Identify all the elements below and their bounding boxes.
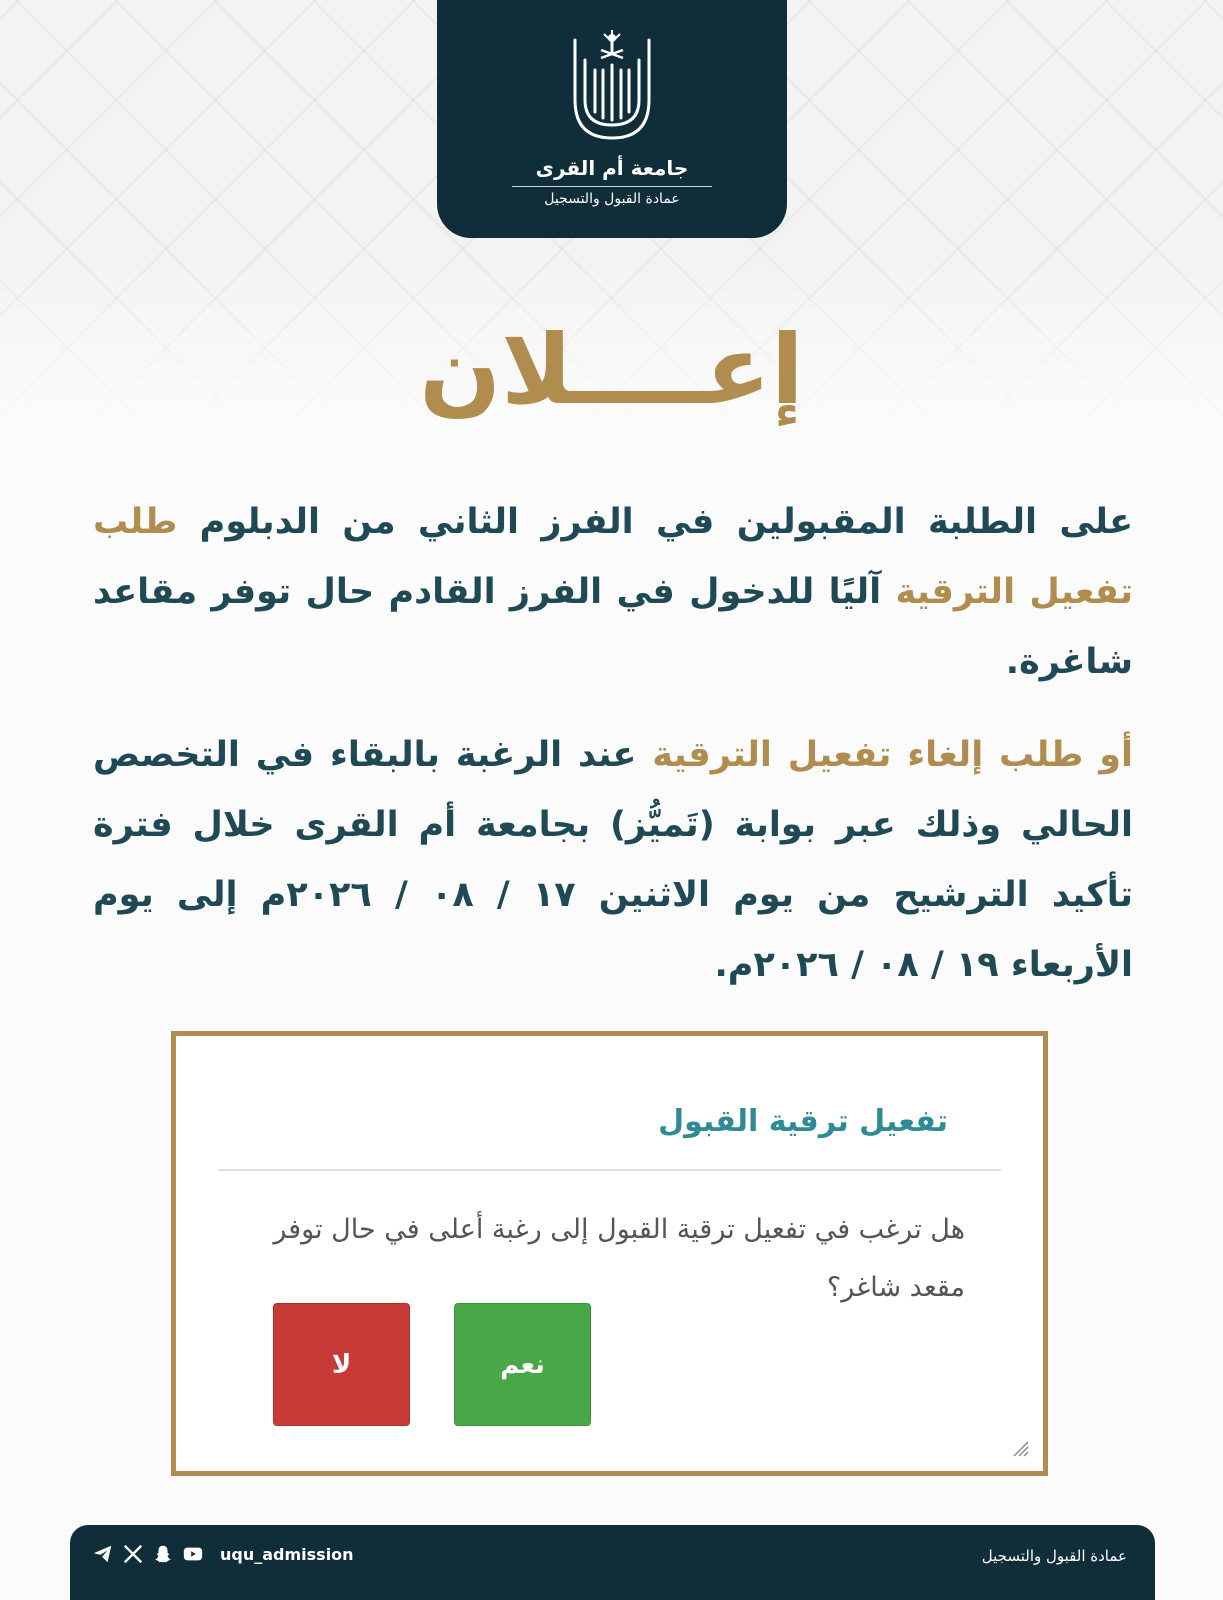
paragraph-1-highlight: طلب تفعيل الترقية bbox=[93, 502, 1133, 612]
dialog-title: تفعيل ترقية القبول bbox=[658, 1104, 948, 1139]
paragraph-2-highlight: أو طلب إلغاء تفعيل الترقية bbox=[652, 735, 1133, 775]
logo-divider bbox=[512, 186, 712, 187]
no-button[interactable]: لا bbox=[273, 1303, 410, 1426]
yes-button[interactable]: نعم bbox=[454, 1303, 591, 1426]
telegram-icon[interactable] bbox=[92, 1543, 114, 1565]
resize-handle-icon[interactable] bbox=[1011, 1439, 1029, 1457]
social-links bbox=[92, 1543, 354, 1565]
announcement-paragraph-1 bbox=[93, 487, 1133, 697]
upgrade-dialog bbox=[171, 1031, 1048, 1476]
paragraph-1-text-a: على الطلبة المقبولين في الفرز الثاني من الدبلوم bbox=[177, 502, 1133, 542]
x-icon[interactable] bbox=[122, 1543, 144, 1565]
dialog-divider bbox=[218, 1169, 1001, 1171]
university-name: جامعة أم القرى bbox=[535, 156, 689, 180]
logo-card bbox=[437, 0, 787, 238]
youtube-icon[interactable] bbox=[182, 1543, 204, 1565]
university-logo-icon bbox=[567, 20, 657, 145]
dialog-question: هل ترغب في تفعيل ترقية القبول إلى رغبة أعلى في حال توفر مقعد شاغر؟ bbox=[273, 1214, 965, 1303]
department-name: عمادة القبول والتسجيل bbox=[544, 191, 680, 207]
announcement-paragraph-2 bbox=[93, 720, 1133, 1000]
footer-bar bbox=[70, 1525, 1155, 1600]
paragraph-1-text-b: آليًا للدخول في الفرز القادم حال توفر مقاعد شاغرة. bbox=[93, 572, 1133, 682]
announcement-headline: إعــــلان bbox=[419, 314, 804, 426]
snapchat-icon[interactable] bbox=[152, 1543, 174, 1565]
paragraph-2-text: عند الرغبة بالبقاء في التخصص الحالي وذلك عبر بوابة (تَميُّز) بجامعة أم القرى خلال فترة تأكيد الترشيح من يوم الاثنين ١٧ / ٠٨ / ٢٠٢٦م إلى يوم الأربعاء ١٩ / ٠٨ / ٢٠٢٦م. bbox=[93, 735, 1134, 985]
social-handle[interactable]: uqu_admission bbox=[220, 1544, 354, 1564]
footer-department: عمادة القبول والتسجيل bbox=[981, 1547, 1127, 1565]
